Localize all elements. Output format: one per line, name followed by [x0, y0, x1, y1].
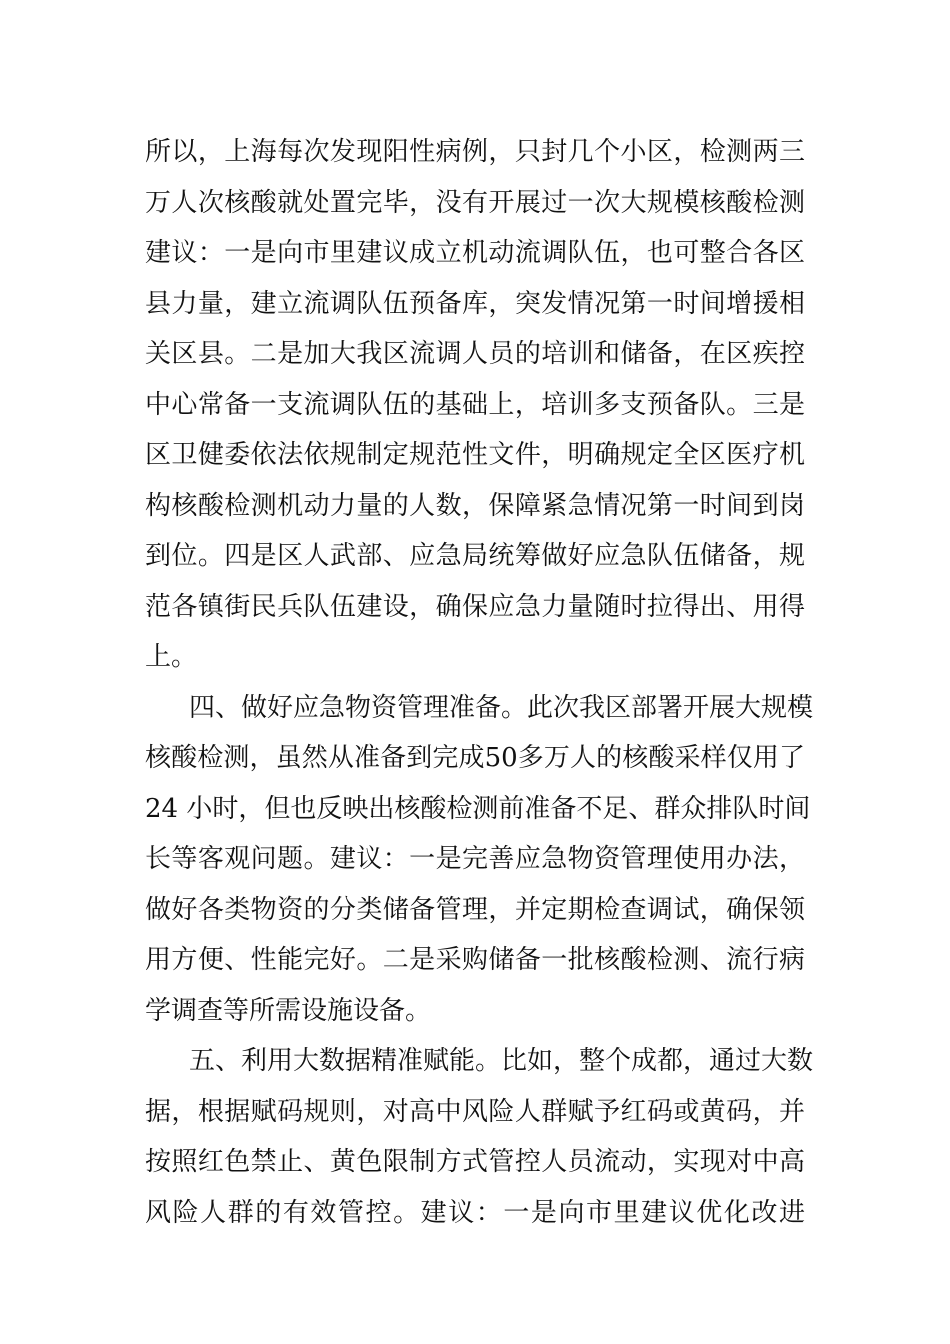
- text-line: 核酸检测，虽然从准备到完成50多万人的核酸采样仅用了: [145, 743, 805, 773]
- text-line: 长等客观问题。建议：一是完善应急物资管理使用办法，: [145, 844, 805, 874]
- text-line: 风险人群的有效管控。建议：一是向市里建议优化改进: [145, 1197, 805, 1228]
- text-line: 万人次核酸就处置完毕，没有开展过一次大规模核酸检测: [145, 187, 805, 218]
- text-line: 构核酸检测机动力量的人数，保障紧急情况第一时间到岗: [145, 490, 805, 521]
- text-line: 做好各类物资的分类储备管理，并定期检查调试，确保领: [145, 894, 805, 925]
- text-line: 县力量，建立流调队伍预备库，突发情况第一时间增援相: [145, 288, 805, 319]
- text-line: 范各镇街民兵队伍建设，确保应急力量随时拉得出、用得: [145, 591, 805, 622]
- text-line: 用方便、性能完好。二是采购储备一批核酸检测、流行病: [145, 945, 805, 975]
- text-line: 中心常备一支流调队伍的基础上，培训多支预备队。三是: [145, 389, 805, 420]
- text-line: 到位。四是区人武部、应急局统筹做好应急队伍储备，规: [145, 541, 805, 571]
- text-line: 按照红色禁止、黄色限制方式管控人员流动，实现对中高: [145, 1147, 805, 1177]
- text-line: 24 小时，但也反映出核酸检测前准备不足、群众排队时间: [145, 793, 811, 824]
- text-line: 据，根据赋码规则，对高中风险人群赋予红码或黄码，并: [145, 1096, 805, 1127]
- text-line: 区卫健委依法依规制定规范性文件，明确规定全区医疗机: [145, 440, 805, 470]
- text-line: 建议：一是向市里建议成立机动流调队伍，也可整合各区: [145, 238, 805, 268]
- body-text: [145, 127, 814, 1238]
- text-line: 学调查等所需设施设备。: [145, 995, 432, 1026]
- text-line: 所以，上海每次发现阳性病例，只封几个小区，检测两三: [145, 137, 805, 167]
- text-line: 上。: [145, 642, 198, 672]
- text-line: 关区县。二是加大我区流调人员的培训和储备，在区疾控: [145, 339, 805, 369]
- text-line: 四、做好应急物资管理准备。此次我区部署开展大规模: [189, 692, 814, 723]
- text-line: 五、利用大数据精准赋能。比如，整个成都，通过大数: [189, 1046, 814, 1076]
